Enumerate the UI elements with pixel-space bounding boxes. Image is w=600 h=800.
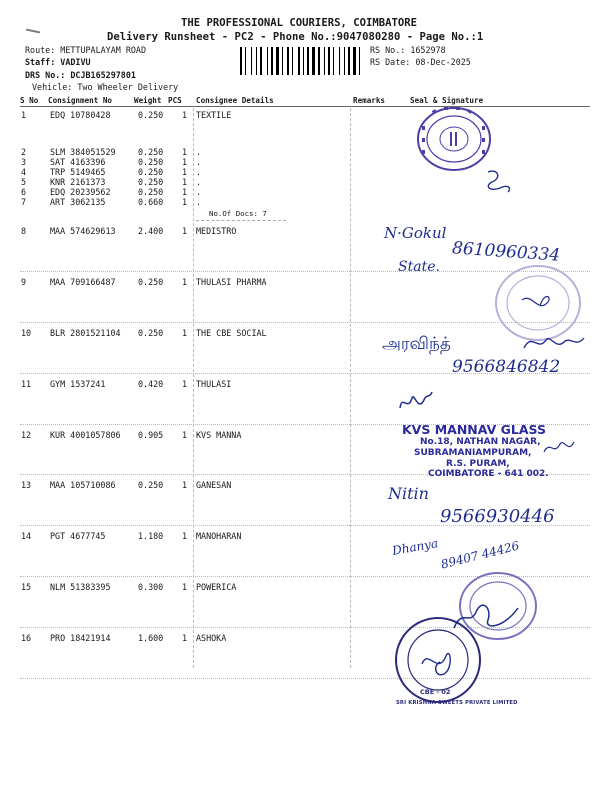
- handwritten-note-row-8: State.: [398, 259, 440, 275]
- row-15-weight: 0.300: [138, 582, 164, 592]
- barcode-bar: [271, 47, 273, 75]
- row-4-consignee: .: [196, 167, 202, 177]
- rs-date: RS Date: 08-Dec-2025: [370, 57, 471, 67]
- stamp-kvs-line4: COIMBATORE - 641 002.: [428, 469, 549, 479]
- signature-row-10: [520, 330, 590, 356]
- barcode-bar: [351, 47, 352, 75]
- row-3-pcs: 1: [182, 157, 188, 167]
- barcode-bar: [240, 47, 242, 75]
- barcode-bar: [282, 47, 283, 75]
- row-9-sno: 9: [21, 277, 27, 287]
- row-6-weight: 0.250: [138, 187, 164, 197]
- col-weight: Weight: [134, 96, 162, 105]
- barcode-bar: [310, 47, 311, 75]
- row-12-consignee: KVS MANNA: [196, 430, 242, 440]
- row-8-pcs: 1: [182, 226, 188, 236]
- row-5-consignee: .: [196, 177, 202, 187]
- row-1-consignment: EDQ 10780428: [50, 110, 111, 120]
- stamp-kvs-title: KVS MANNAV GLASS: [402, 422, 546, 437]
- row-divider: [20, 678, 590, 679]
- row-1-sno: 1: [21, 110, 27, 120]
- barcode-bar: [321, 47, 323, 75]
- row-11-sno: 11: [21, 379, 32, 389]
- handwritten-name-row-14: Dhanya: [391, 536, 440, 558]
- row-2-consignment: SLM 384051529: [50, 147, 116, 157]
- barcode-bar: [256, 47, 257, 75]
- barcode-bar: [253, 47, 255, 75]
- barcode-bar: [318, 47, 320, 75]
- col-sno: S No: [20, 96, 39, 105]
- row-9-consignee: THULASI PHARMA: [196, 277, 267, 287]
- row-10-consignment: BLR 2801521104: [50, 328, 121, 338]
- barcode-bar: [292, 47, 293, 75]
- row-8-consignment: MAA 574629613: [50, 226, 116, 236]
- row-13-pcs: 1: [182, 480, 188, 490]
- row-12-weight: 0.905: [138, 430, 164, 440]
- stamp-kvs-line2: SUBRAMANIAMPURAM,: [414, 448, 532, 458]
- row-6-consignment: EDQ 20239562: [50, 187, 111, 197]
- drs-number: DRS No.: DCJB165297801: [25, 70, 136, 80]
- row-4-weight: 0.250: [138, 167, 164, 177]
- company-title: THE PROFESSIONAL COURIERS, COIMBATORE: [181, 17, 417, 29]
- barcode-bar: [258, 47, 259, 75]
- barcode-bar: [276, 47, 279, 75]
- barcode-bar: [284, 47, 286, 75]
- handwritten-name-row-8: N·Gokul: [384, 224, 447, 242]
- barcode-bar: [290, 47, 291, 75]
- row-14-consignment: PGT 4677745: [50, 531, 106, 541]
- row-2-pcs: 1: [182, 147, 188, 157]
- row-3-weight: 0.250: [138, 157, 164, 167]
- row-12-consignment: KUR 4001057806: [50, 430, 121, 440]
- runsheet-title: Delivery Runsheet - PC2 - Phone No.:9047080280 - Page No.:1: [107, 31, 484, 43]
- row-13-consignment: MAA 105710086: [50, 480, 116, 490]
- row-2-consignee: .: [196, 147, 202, 157]
- col-remarks: Remarks: [353, 96, 386, 105]
- barcode-bar: [269, 47, 270, 75]
- handwritten-phone-row-8: 8610960334: [451, 238, 561, 266]
- barcode-bar: [328, 47, 330, 75]
- row-10-weight: 0.250: [138, 328, 164, 338]
- row-3-consignee: .: [196, 157, 202, 167]
- signature-row-1: [478, 166, 518, 196]
- row-15-sno: 15: [21, 582, 32, 592]
- row-6-consignee: .: [196, 187, 202, 197]
- row-11-consignment: GYM 1537241: [50, 379, 106, 389]
- row-1-pcs: 1: [182, 110, 188, 120]
- row-8-weight: 2.400: [138, 226, 164, 236]
- barcode-bar: [312, 47, 315, 75]
- vehicle-label: Vehicle: Two Wheeler Delivery: [32, 82, 179, 92]
- row-11-pcs: 1: [182, 379, 188, 389]
- row-14-pcs: 1: [182, 531, 188, 541]
- row-9-weight: 0.250: [138, 277, 164, 287]
- row-9-consignment: MAA 709166487: [50, 277, 116, 287]
- barcode-bar: [348, 47, 350, 75]
- barcode-bar: [263, 47, 266, 75]
- row-7-consignee: .: [196, 197, 202, 207]
- row-2-sno: 2: [21, 147, 27, 157]
- row-1-weight: 0.250: [138, 110, 164, 120]
- barcode-bar: [341, 47, 343, 75]
- handwritten-phone-row-14: 89407 44426: [439, 538, 521, 572]
- row-15-consignment: NLM 51383395: [50, 582, 111, 592]
- barcode-bar: [245, 47, 246, 75]
- row-16-consignee: ASHOKA: [196, 633, 227, 643]
- row-11-weight: 0.420: [138, 379, 164, 389]
- barcode-bar: [301, 47, 302, 75]
- row-3-consignment: SAT 4163396: [50, 157, 106, 167]
- row-14-weight: 1.180: [138, 531, 164, 541]
- row-16-sno: 16: [21, 633, 32, 643]
- round-stamp-row-1: [414, 104, 494, 174]
- row-5-pcs: 1: [182, 177, 188, 187]
- stamp-sweets-code: CBE - 02: [420, 688, 451, 696]
- handwritten-name-row-13: Nitin: [388, 484, 429, 503]
- barcode-bar: [324, 47, 325, 75]
- barcode-bar: [335, 47, 338, 75]
- signature-row-11: [396, 388, 436, 416]
- row-5-weight: 0.250: [138, 177, 164, 187]
- row-7-sno: 7: [21, 197, 27, 207]
- barcode-bar: [267, 47, 268, 75]
- handwritten-tamil-row-10: அரவிந்த்: [382, 334, 451, 354]
- row-16-weight: 1.600: [138, 633, 164, 643]
- barcode-bar: [357, 47, 358, 75]
- barcode-bar: [307, 47, 309, 75]
- route-label: Route: METTUPALAYAM ROAD: [25, 45, 147, 55]
- row-7-weight: 0.660: [138, 197, 164, 207]
- col-separator: [193, 108, 194, 668]
- row-15-consignee: POWERICA: [196, 582, 237, 592]
- col-seal: Seal & Signature: [410, 96, 484, 105]
- stamp-kvs-line1: No.18, NATHAN NAGAR,: [420, 437, 541, 447]
- row-4-pcs: 1: [182, 167, 188, 177]
- barcode-bar: [331, 47, 332, 75]
- barcode-bar: [361, 47, 363, 75]
- row-15-pcs: 1: [182, 582, 188, 592]
- signature-row-12: [540, 436, 580, 460]
- no-of-docs: No.Of Docs: 7: [209, 209, 267, 218]
- barcode-bar: [359, 47, 360, 75]
- barcode-bar: [339, 47, 340, 75]
- row-12-pcs: 1: [182, 430, 188, 440]
- barcode-bar: [251, 47, 252, 75]
- rs-number: RS No.: 1652978: [370, 45, 446, 55]
- handwritten-phone-row-10: 9566846842: [452, 357, 561, 377]
- barcode-bar: [316, 47, 317, 75]
- barcode-bar: [294, 47, 297, 75]
- col-consignment: Consignment No: [48, 96, 113, 105]
- barcode-bar: [274, 47, 275, 75]
- row-7-consignment: ART 3062135: [50, 197, 106, 207]
- row-8-sno: 8: [21, 226, 27, 236]
- row-5-sno: 5: [21, 177, 27, 187]
- col-consignee: Consignee Details: [196, 96, 274, 105]
- row-10-pcs: 1: [182, 328, 188, 338]
- barcode-bar: [333, 47, 334, 75]
- row-6-pcs: 1: [182, 187, 188, 197]
- barcode-bar: [353, 47, 356, 75]
- barcode-bar: [247, 47, 250, 75]
- row-16-consignment: PRO 18421914: [50, 633, 111, 643]
- row-3-sno: 3: [21, 157, 27, 167]
- stamp-sweets-text: SRI KRISHNA SWEETS PRIVATE LIMITED: [396, 700, 518, 706]
- row-1-consignee: TEXTILE: [196, 110, 232, 120]
- row-13-weight: 0.250: [138, 480, 164, 490]
- col-separator: [350, 108, 351, 668]
- row-16-pcs: 1: [182, 633, 188, 643]
- row-14-consignee: MANOHARAN: [196, 531, 242, 541]
- docs-rule: [196, 220, 286, 221]
- barcode-bar: [346, 47, 347, 75]
- row-14-sno: 14: [21, 531, 32, 541]
- barcode-bar: [260, 47, 262, 75]
- row-10-sno: 10: [21, 328, 32, 338]
- handwritten-phone-row-13: 9566930446: [440, 506, 555, 527]
- barcode-bar: [298, 47, 300, 75]
- barcode-bar: [344, 47, 345, 75]
- col-pcs: PCS: [168, 96, 182, 105]
- row-13-consignee: GANESAN: [196, 480, 232, 490]
- barcode-bar: [303, 47, 304, 75]
- row-9-pcs: 1: [182, 277, 188, 287]
- barcode-bar: [326, 47, 327, 75]
- row-2-weight: 0.250: [138, 147, 164, 157]
- barcode-bar: [243, 47, 244, 75]
- row-7-pcs: 1: [182, 197, 188, 207]
- scan-mark: [26, 29, 40, 34]
- row-4-consignment: TRP 5149465: [50, 167, 106, 177]
- row-13-sno: 13: [21, 480, 32, 490]
- barcode-bar: [280, 47, 281, 75]
- row-5-consignment: KNR 2161373: [50, 177, 106, 187]
- barcode: [240, 47, 368, 75]
- row-10-consignee: THE CBE SOCIAL: [196, 328, 267, 338]
- header-rule: [20, 106, 590, 107]
- barcode-bar: [305, 47, 306, 75]
- row-4-sno: 4: [21, 167, 27, 177]
- row-11-consignee: THULASI: [196, 379, 232, 389]
- row-6-sno: 6: [21, 187, 27, 197]
- stamp-kvs-line3: R.S. PURAM,: [446, 459, 510, 469]
- barcode-bar: [287, 47, 289, 75]
- row-8-consignee: MEDISTRO: [196, 226, 237, 236]
- staff-label: Staff: VADIVU: [25, 57, 91, 67]
- row-12-sno: 12: [21, 430, 32, 440]
